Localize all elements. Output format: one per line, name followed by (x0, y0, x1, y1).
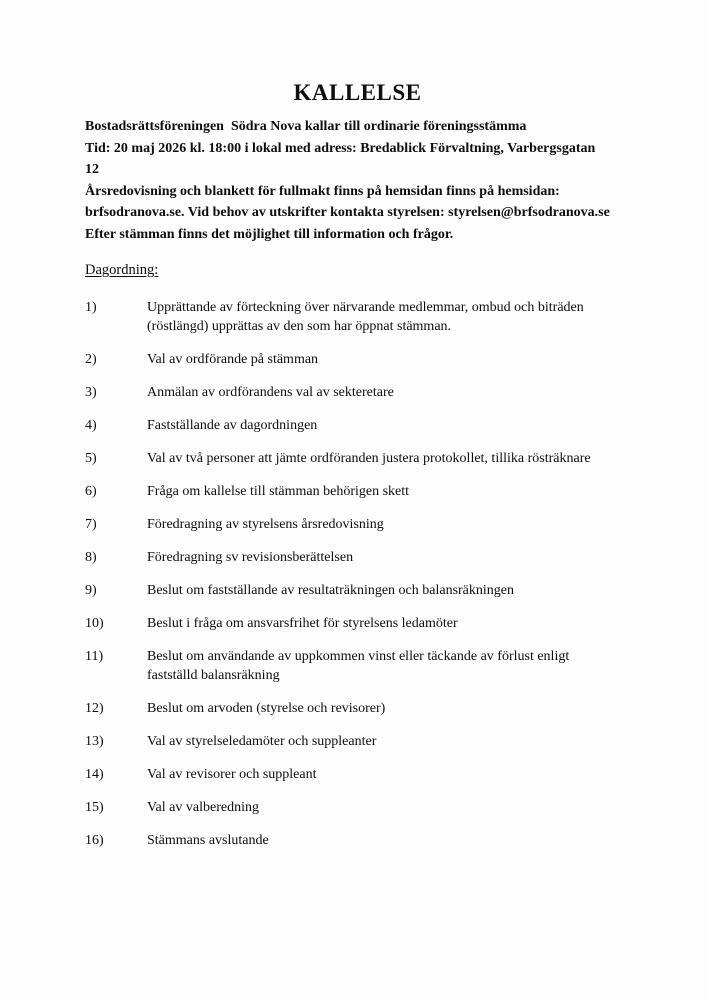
agenda-item-line: Fråga om kallelse till stämman behörigen skett (147, 483, 410, 499)
intro-line: Bostadsrättsföreningen Södra Nova kallar till ordinarie föreningsstämma (85, 119, 527, 134)
agenda-item-line: Fastställande av dagordningen (147, 417, 318, 433)
agenda-item-text (147, 298, 584, 336)
agenda-item-number: 6) (85, 483, 97, 499)
agenda-item-number: 15) (85, 799, 104, 815)
intro-line: 12 (85, 162, 99, 177)
agenda-item (85, 614, 630, 633)
agenda-item-number: 11) (85, 648, 104, 664)
agenda-item-number: 7) (85, 516, 97, 532)
agenda-item-text (147, 798, 259, 817)
agenda-item (85, 416, 630, 435)
agenda-item-line: Beslut i fråga om ansvarsfrihet för styrelsens ledamöter (147, 615, 458, 631)
agenda-item-text (147, 614, 458, 633)
agenda-item-number: 10) (85, 615, 104, 631)
agenda-item (85, 298, 630, 336)
agenda-item (85, 383, 630, 402)
agenda-item (85, 581, 630, 600)
agenda-item-number: 16) (85, 832, 104, 848)
agenda-item-line: Föredragning sv revisionsberättelsen (147, 549, 354, 565)
agenda-item-line: Beslut om fastställande av resultaträkningen och balansräkningen (147, 582, 515, 598)
agenda-item-number: 9) (85, 582, 97, 598)
agenda-item-text (147, 699, 385, 718)
agenda-item-number: 8) (85, 549, 97, 565)
intro-paragraph (85, 116, 630, 245)
agenda-item-line: Upprättande av förteckning över närvarande medlemmar, ombud och biträden (147, 299, 584, 315)
document-title: KALLELSE (293, 80, 422, 105)
agenda-item-line: Anmälan av ordförandens val av sekteretare (147, 384, 394, 400)
agenda-item-line: (röstlängd) upprättas av den som har öppnat stämman. (147, 318, 452, 334)
agenda-item (85, 765, 630, 784)
agenda-item-text (147, 765, 317, 784)
agenda-item (85, 449, 630, 468)
agenda-item-line: Beslut om användande av uppkommen vinst eller täckande av förlust enligt (147, 648, 570, 664)
intro-line: Tid: 20 maj 2026 kl. 18:00 i lokal med adress: Bredablick Förvaltning, Varbergsgatan (85, 140, 596, 156)
agenda-item-number: 2) (85, 351, 97, 367)
agenda-item-text (147, 449, 591, 468)
intro-line: Efter stämman finns det möjlighet till information och frågor. (85, 226, 454, 242)
agenda-item-number: 3) (85, 384, 97, 400)
agenda-item-line: Beslut om arvoden (styrelse och revisorer) (147, 700, 386, 716)
agenda-item-text (147, 581, 514, 600)
agenda-item-text (147, 831, 269, 850)
intro-line: brfsodranova.se. Vid behov av utskrifter kontakta styrelsen: styrelsen@brfsodranova.se (85, 205, 610, 220)
agenda-item-number: 4) (85, 417, 97, 433)
agenda-item (85, 350, 630, 369)
agenda-item-number: 14) (85, 766, 104, 782)
agenda-item-line: Stämmans avslutande (147, 832, 269, 848)
agenda-item (85, 732, 630, 751)
agenda-item (85, 482, 630, 501)
agenda-item (85, 798, 630, 817)
agenda-item-text (147, 383, 394, 402)
agenda-item (85, 831, 630, 850)
agenda-item-text (147, 515, 384, 534)
agenda-item-line: Föredragning av styrelsens årsredovisning (147, 516, 384, 532)
agenda-item-line: Val av revisorer och suppleant (147, 766, 317, 782)
agenda-item-line: Val av ordförande på stämman (147, 351, 319, 367)
agenda-heading: Dagordning: (85, 262, 159, 278)
agenda-item (85, 548, 630, 567)
agenda-item-number: 12) (85, 700, 104, 716)
agenda-item-text (147, 482, 409, 501)
agenda-item-line: Val av två personer att jämte ordföranden justera protokollet, tillika rösträknare (147, 450, 591, 466)
agenda-item-text (147, 548, 353, 567)
agenda-item-text (147, 350, 318, 369)
agenda-item (85, 699, 630, 718)
agenda-item (85, 515, 630, 534)
agenda-item-line: Val av styrelseledamöter och suppleanter (147, 733, 377, 749)
agenda-item-line: Val av valberedning (147, 799, 259, 815)
agenda-item-number: 13) (85, 733, 104, 749)
agenda-item-line: fastställd balansräkning (147, 667, 280, 683)
agenda-item-number: 1) (85, 299, 97, 315)
intro-line: Årsredovisning och blankett för fullmakt finns på hemsidan finns på hemsidan: (85, 183, 560, 199)
agenda-list (85, 298, 630, 850)
agenda-item-text (147, 732, 376, 751)
agenda-item-number: 5) (85, 450, 97, 466)
agenda-item-text (147, 647, 569, 685)
agenda-item (85, 647, 630, 685)
agenda-item-text (147, 416, 317, 435)
